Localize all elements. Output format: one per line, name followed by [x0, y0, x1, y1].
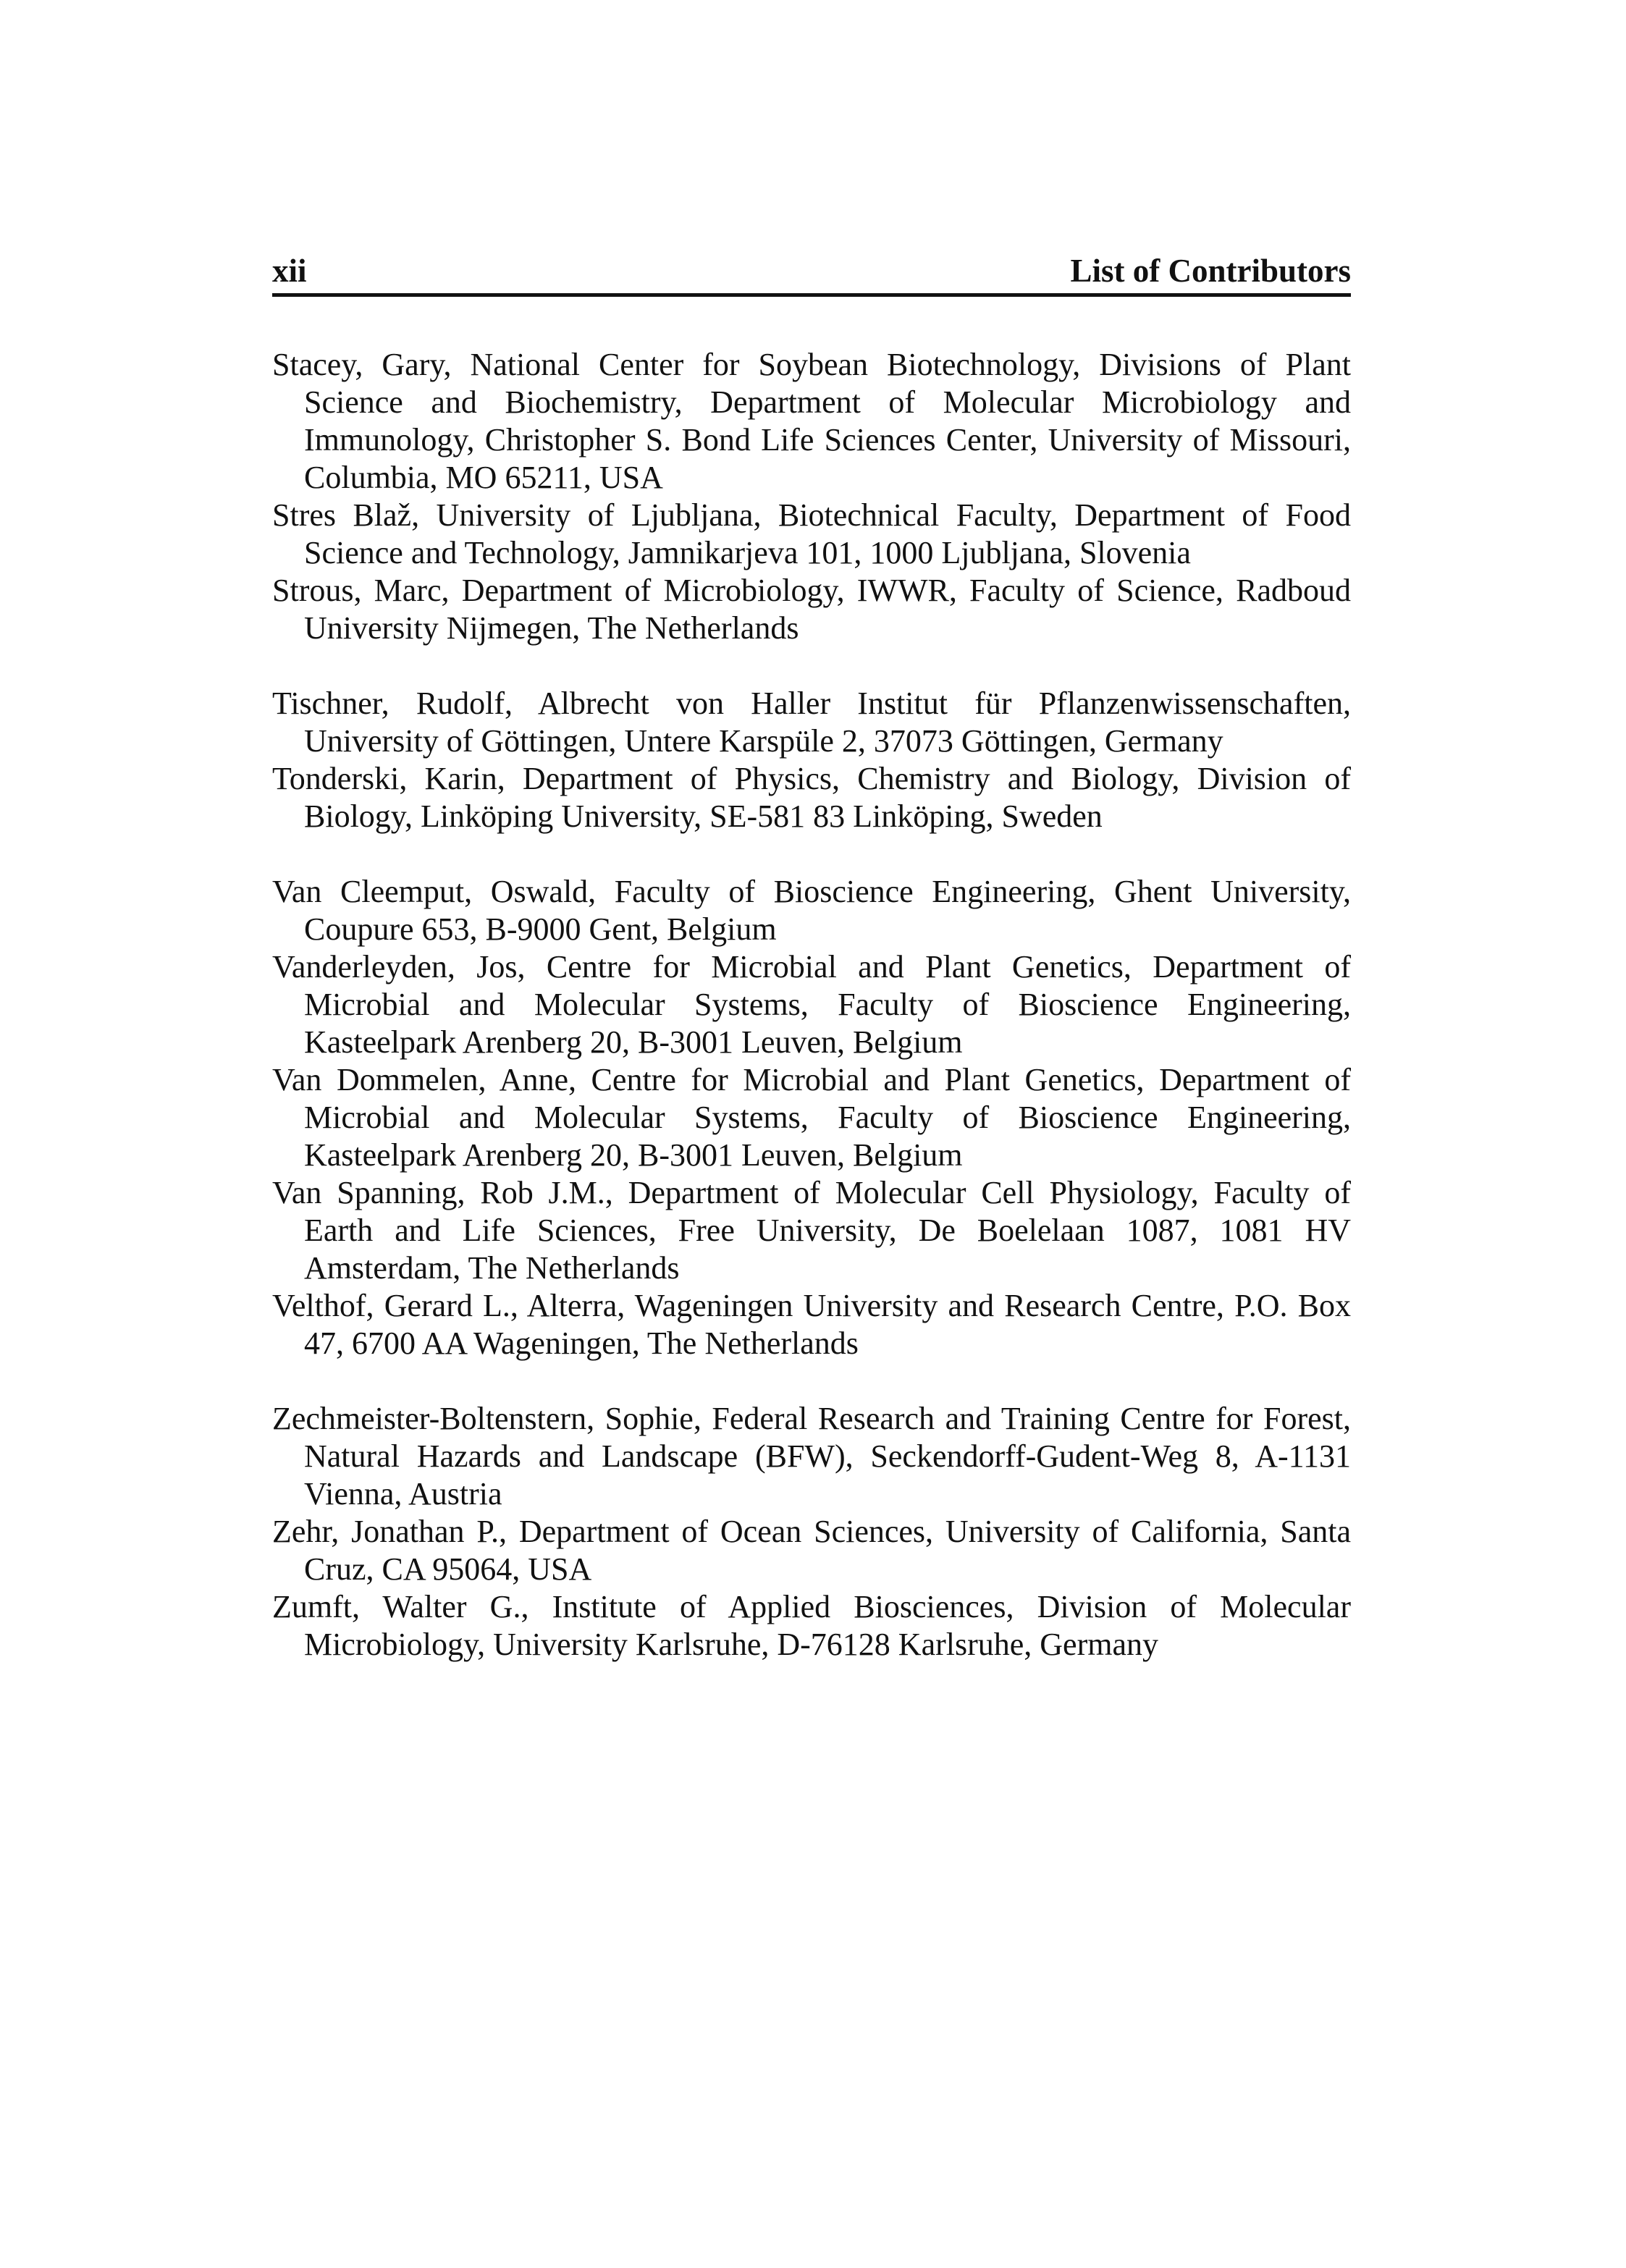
contributor-entry: Zechmeister-Boltenstern, Sophie, Federal Research and Training Centre for Forest, Natural Hazards and Landscape (BFW), Seckendorff-Gudent-Weg 8, A-1131 Vienna, Austria [272, 1401, 1351, 1512]
contributor-entry: Tischner, Rudolf, Albrecht von Haller Institut für Pflanzenwissenschaften, University of Göttingen, Untere Karspüle 2, 37073 Göttingen, Germany [272, 686, 1351, 759]
contributor-entry: Strous, Marc, Department of Microbiology, IWWR, Faculty of Science, Radboud University Nijmegen, The Netherlands [272, 573, 1351, 646]
contributor-list [272, 346, 1351, 1664]
page-header [272, 252, 1351, 297]
contributor-entry: Stacey, Gary, National Center for Soybean Biotechnology, Divisions of Plant Science and Biochemistry, Department of Molecular Microbiology and Immunology, Christopher S. Bond Life Sciences Center, University of Missouri, Columbia, MO 65211, USA [272, 347, 1351, 495]
running-title: List of Contributors [1070, 253, 1351, 289]
contributor-entry: Van Dommelen, Anne, Centre for Microbial and Plant Genetics, Department of Microbial and Molecular Systems, Faculty of Bioscience Engineering, Kasteelpark Arenberg 20, B-3001 Leuven, Belgium [272, 1062, 1351, 1173]
page-number: xii [272, 253, 307, 289]
contributor-entry: Zumft, Walter G., Institute of Applied Biosciences, Division of Molecular Microbiology, University Karlsruhe, D-76128 Karlsruhe, Germany [272, 1589, 1351, 1662]
contributor-entry: Tonderski, Karin, Department of Physics, Chemistry and Biology, Division of Biology, Linköping University, SE-581 83 Linköping, Sweden [272, 761, 1351, 834]
contributor-entry: Zehr, Jonathan P., Department of Ocean Sciences, University of California, Santa Cruz, CA 95064, USA [272, 1514, 1351, 1587]
contributor-entry: Vanderleyden, Jos, Centre for Microbial and Plant Genetics, Department of Microbial and Molecular Systems, Faculty of Bioscience Engineering, Kasteelpark Arenberg 20, B-3001 Leuven, Belgium [272, 949, 1351, 1060]
contributor-entry: Van Spanning, Rob J.M., Department of Molecular Cell Physiology, Faculty of Earth and Life Sciences, Free University, De Boelelaan 1087, 1081 HV Amsterdam, The Netherlands [272, 1175, 1351, 1286]
contributor-entry: Van Cleemput, Oswald, Faculty of Bioscience Engineering, Ghent University, Coupure 653, B-9000 Gent, Belgium [272, 874, 1351, 947]
contributor-entry: Stres Blaž, University of Ljubljana, Biotechnical Faculty, Department of Food Science and Technology, Jamnikarjeva 101, 1000 Ljubljana, Slovenia [272, 497, 1351, 570]
contributor-entry: Velthof, Gerard L., Alterra, Wageningen University and Research Centre, P.O. Box 47, 6700 AA Wageningen, The Netherlands [272, 1288, 1351, 1361]
